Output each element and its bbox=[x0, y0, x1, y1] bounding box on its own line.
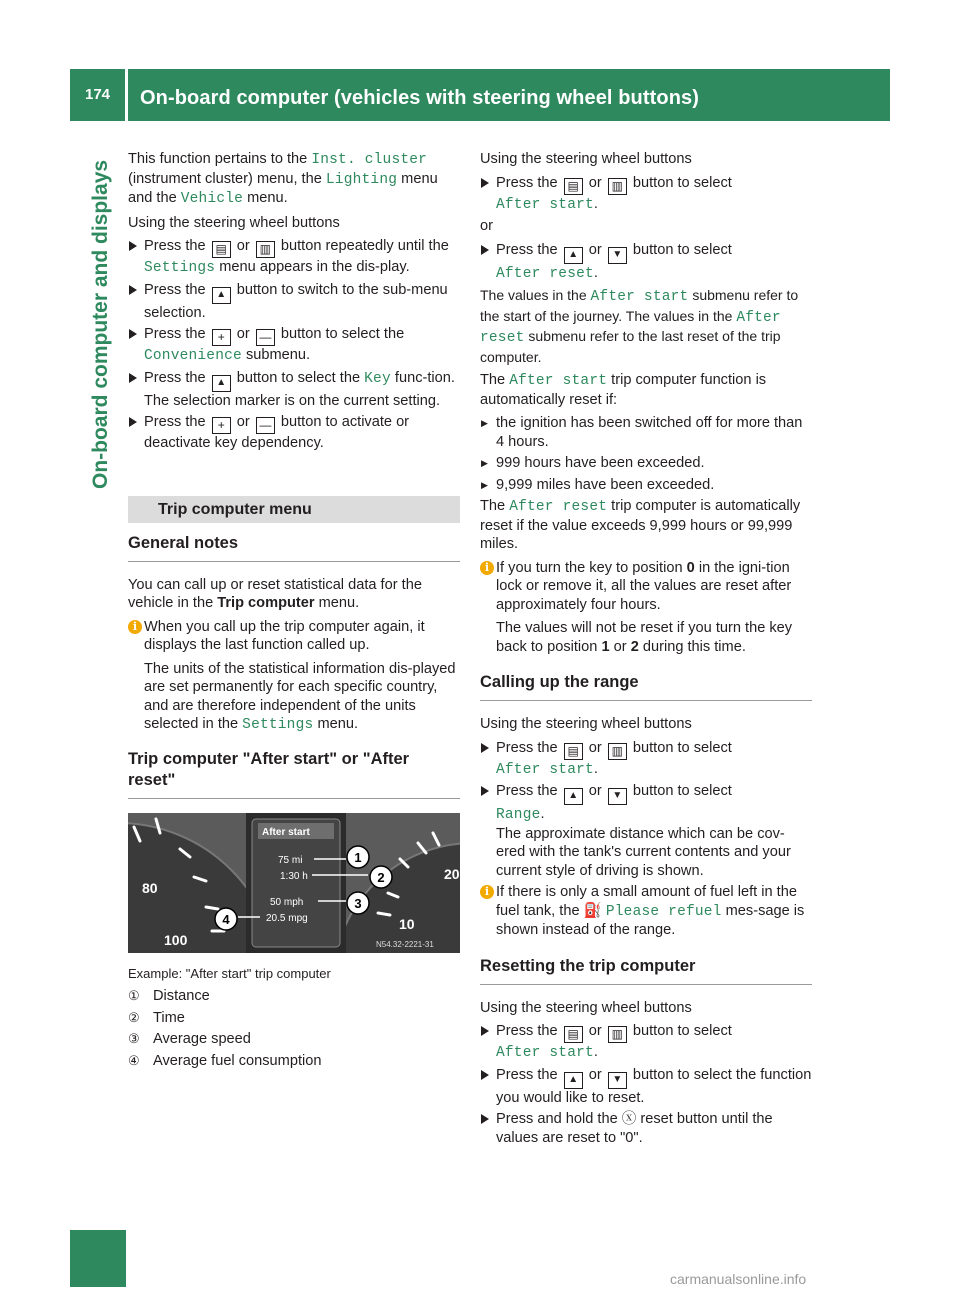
legend-item: ② Time bbox=[128, 1009, 185, 1026]
callout-label: 3 bbox=[354, 895, 362, 911]
cluster-illustration bbox=[128, 813, 460, 953]
back-button-icon: ▤ bbox=[564, 1026, 583, 1043]
figure-code: N54.32-2221-31 bbox=[376, 939, 434, 949]
forward-button-icon: ▥ bbox=[608, 1026, 627, 1043]
info-icon: i bbox=[480, 885, 494, 899]
bullet-item: ▶ 999 hours have been exceeded. bbox=[480, 454, 812, 473]
back-button-icon: ▤ bbox=[212, 241, 231, 258]
auto-reset-paragraph-2: The After reset trip computer is automatically reset if the value exceeds 9,999 hours or 99,999 miles. bbox=[480, 498, 801, 552]
screen-fuel: 20.5 mpg bbox=[266, 912, 308, 924]
right-column bbox=[480, 150, 812, 1150]
using-text: Using the steering wheel buttons bbox=[480, 716, 692, 732]
reset-button-icon: ⓧ bbox=[621, 1111, 637, 1127]
step-item: Press the + or — button to select the Convenience submenu. bbox=[128, 325, 460, 366]
trip-heading: Trip computer "After start" or "After reset" bbox=[128, 749, 460, 799]
auto-reset-paragraph: The After start trip computer function is automatically reset if: bbox=[480, 372, 767, 408]
left-column bbox=[128, 150, 460, 1073]
up-arrow-icon: ▲ bbox=[564, 247, 583, 264]
up-arrow-icon: ▲ bbox=[212, 287, 231, 304]
step-item: Press the ▤ or ▥ button to select After start. bbox=[480, 1022, 812, 1063]
reset-heading: Resetting the trip computer bbox=[480, 956, 812, 985]
up-arrow-icon: ▲ bbox=[212, 375, 231, 392]
info-icon: i bbox=[128, 620, 142, 634]
fuel-pump-icon: ⛽ bbox=[583, 902, 602, 919]
plus-icon: + bbox=[212, 417, 231, 434]
using-text: Using the steering wheel buttons bbox=[128, 214, 340, 231]
watermark: carmanualsonline.info bbox=[670, 1271, 807, 1287]
minus-icon: — bbox=[256, 329, 275, 346]
screen-speed: 50 mph bbox=[270, 896, 304, 908]
figure-caption: Example: "After start" trip computer bbox=[128, 965, 331, 981]
step-item: Press the ▲ button to switch to the sub-menu selection. bbox=[128, 281, 460, 323]
side-tab-marker bbox=[70, 1230, 126, 1287]
intro-paragraph: This function pertains to the Inst. cluster (instrument cluster) menu, the Lighting menu and the Vehicle menu. bbox=[128, 151, 438, 207]
using-text: Using the steering wheel buttons bbox=[480, 151, 692, 167]
gauge-label: 20 bbox=[444, 865, 460, 882]
info-note: i If there is only a small amount of fuel left in the fuel tank, the ⛽ Please refuel mes-sage is shown instead of the range. bbox=[480, 883, 812, 940]
step-item: Press the ▲ or ▼ button to select the function you would like to reset. bbox=[480, 1066, 812, 1108]
step-item: Press the ▲ or ▼ button to select After reset. bbox=[480, 241, 812, 284]
back-button-icon: ▤ bbox=[564, 178, 583, 195]
page-number: 174 bbox=[84, 86, 111, 103]
range-heading: Calling up the range bbox=[480, 672, 812, 701]
bullet-item: ▶ the ignition has been switched off for more than 4 hours. bbox=[480, 414, 812, 451]
step-item: Press and hold the ⓧ reset button until the values are reset to "0". bbox=[480, 1110, 812, 1147]
callout-label: 1 bbox=[354, 849, 362, 865]
forward-button-icon: ▥ bbox=[608, 743, 627, 760]
legend-item: ① Distance bbox=[128, 988, 210, 1004]
gauge-label: 80 bbox=[142, 879, 158, 896]
down-arrow-icon: ▼ bbox=[608, 788, 627, 805]
back-button-icon: ▤ bbox=[564, 743, 583, 760]
gauge-label: 100 bbox=[164, 931, 188, 948]
general-notes-text: You can call up or reset statistical data for the vehicle in the Trip computer menu. bbox=[128, 576, 422, 611]
forward-button-icon: ▥ bbox=[256, 241, 275, 258]
values-paragraph: The values in the After start submenu refer to the start of the journey. The values in the After reset submenu refer to the last reset of the trip computer. bbox=[480, 287, 799, 365]
info-note: i If you turn the key to position 0 in the igni-tion lock or remove it, all the values are reset after approximately four hours. The values will not be reset if you turn the key back to position 1 or 2 during this time. bbox=[480, 559, 812, 657]
callout-label: 4 bbox=[222, 911, 230, 927]
step-item: Press the + or — button to activate or deactivate key dependency. bbox=[128, 413, 460, 453]
step-item: Press the ▲ button to select the Key func-tion. The selection marker is on the current setting. bbox=[128, 369, 460, 411]
step-item: Press the ▤ or ▥ button to select After start. bbox=[480, 739, 812, 780]
instrument-cluster-figure bbox=[128, 813, 460, 953]
up-arrow-icon: ▲ bbox=[564, 1072, 583, 1089]
or-text: or bbox=[480, 218, 493, 234]
down-arrow-icon: ▼ bbox=[608, 1072, 627, 1089]
step-item: Press the ▤ or ▥ button repeatedly until the Settings menu appears in the dis-play. bbox=[128, 237, 460, 278]
bullet-item: ▶ 9,999 miles have been exceeded. bbox=[480, 476, 812, 495]
up-arrow-icon: ▲ bbox=[564, 788, 583, 805]
using-text: Using the steering wheel buttons bbox=[480, 999, 692, 1016]
screen-distance: 75 mi bbox=[278, 854, 303, 866]
legend-item: ③ Average speed bbox=[128, 1031, 251, 1047]
legend-item: ④ Average fuel consumption bbox=[128, 1052, 322, 1069]
header-separator bbox=[125, 69, 128, 121]
step-item: Press the ▤ or ▥ button to select After start. bbox=[480, 174, 812, 215]
screen-time: 1:30 h bbox=[280, 870, 308, 882]
general-notes-heading: General notes bbox=[128, 533, 460, 562]
plus-icon: + bbox=[212, 329, 231, 346]
minus-icon: — bbox=[256, 417, 275, 434]
callout-label: 2 bbox=[377, 869, 385, 885]
side-tab-label: On-board computer and displays bbox=[89, 160, 112, 490]
section-heading: Trip computer menu bbox=[128, 496, 460, 523]
screen-title: After start bbox=[262, 826, 310, 838]
info-note: i When you call up the trip computer again, it displays the last function called up. The units of the statistical information dis-played are set permanently for each specific country, and are therefore independent of the units selected in the Settings menu. bbox=[128, 618, 460, 735]
forward-button-icon: ▥ bbox=[608, 178, 627, 195]
page-title: On-board computer (vehicles with steering wheel buttons) bbox=[140, 87, 699, 109]
step-item: Press the ▲ or ▼ button to select Range. The approximate distance which can be cov-ered with the tank's current contents and your current style of driving is shown. bbox=[480, 782, 812, 880]
info-icon: i bbox=[480, 561, 494, 575]
gauge-label: 10 bbox=[399, 915, 415, 932]
down-arrow-icon: ▼ bbox=[608, 247, 627, 264]
